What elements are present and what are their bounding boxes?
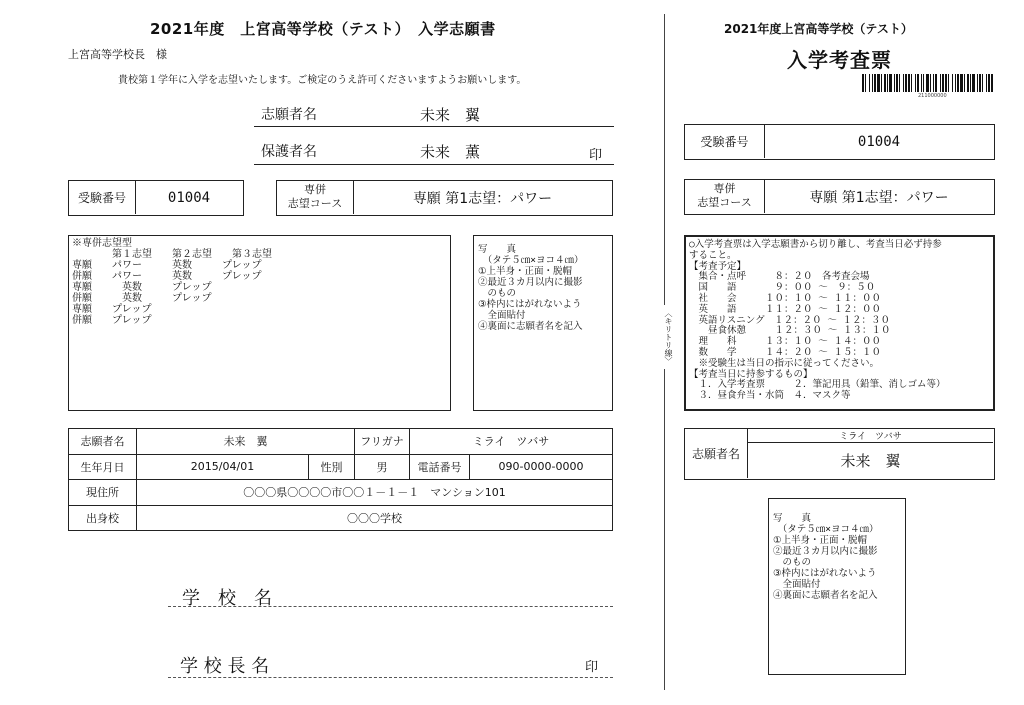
table-row xyxy=(69,454,613,480)
ticket-name-label: 志願者名 xyxy=(691,447,740,461)
guardian-name: 未来 薫 xyxy=(420,143,481,161)
sex-label: 性別 xyxy=(309,454,355,480)
course-choices-text: ※専併志望型 第１志望 第２志望 第３志望 専願 パワー 英数 プレップ 併願 パワー 英数 プレップ 専願 英数 プレップ 併願 英数 プレップ 専願 プレップ 併願 プレップ xyxy=(72,238,272,326)
photo-box xyxy=(473,235,613,411)
principal-seal: 印 xyxy=(585,660,599,675)
sex-value: 男 xyxy=(355,454,410,480)
principal-line xyxy=(168,677,613,678)
name-label: 志願者名 xyxy=(69,429,137,455)
ticket-course-box xyxy=(684,179,995,215)
principal-label: 学 校 長 名 xyxy=(180,656,270,677)
ticket-exam-number-box xyxy=(684,124,995,160)
exam-schedule-box xyxy=(684,235,995,411)
applicant-underline xyxy=(254,126,614,127)
table-row xyxy=(69,429,613,455)
cut-line-label: 〈キリトリ線〉 xyxy=(655,305,673,369)
table-row xyxy=(69,505,613,531)
dob-value: 2015/04/01 xyxy=(137,454,309,480)
address-value: 〇〇〇県〇〇〇〇市〇〇１－１－１ マンション101 xyxy=(137,480,613,506)
furigana-value: ミライ ツバサ xyxy=(410,429,613,455)
course-label: 専併 志望コース xyxy=(287,183,343,210)
furigana-label: フリガナ xyxy=(355,429,410,455)
guardian-label: 保護者名 xyxy=(261,144,317,160)
addressee: 上宮高等学校長 様 xyxy=(68,48,167,61)
ticket-subtitle: 2021年度上宮高等学校（テスト） xyxy=(724,22,913,36)
school-label: 出身校 xyxy=(69,505,137,531)
exam-schedule-text: ○入学考査票は入学志願書から切り離し、考査当日必ず持参 すること。 【考査予定】 集合・点呼 ８：２０ 各考査会場 国 語 ９：００ ～ ９：５０ 社 会 １０：１０ ～ １１：００ 英 語 １１：２０ ～ １２：００ 英語リスニング １２：２０ ～ １２：３０ 昼食休憩 １２：３０ ～ １３：１０ 理 科 １３：１０ ～ １４：００ 数 学 １４：２０ ～ １５：１０ ※受験生は当日の指示に従ってください。 【考査当日に持参するもの】 １．入学考査票 ２．筆記用具（鉛筆、消しゴム等） ３．昼食弁当・水筒 ４．マスク等 xyxy=(689,239,946,402)
barcode-number: 211000000 xyxy=(918,93,947,99)
name-value: 未来 翼 xyxy=(137,429,355,455)
ticket-photo-instructions: 写 真 （タテ５㎝×ヨコ４㎝） ①上半身・正面・脱帽 ②最近３カ月以内に撮影 のもの ③枠内にはがれないよう 全面貼付 ④裏面に志願者名を記入 xyxy=(773,513,879,601)
phone-label: 電話番号 xyxy=(410,454,470,480)
phone-value: 090-0000-0000 xyxy=(470,454,613,480)
course-value: 専願 第1志望：パワー xyxy=(412,190,553,207)
course-choices-box xyxy=(68,235,451,411)
guardian-seal: 印 xyxy=(589,148,603,163)
applicant-info-table xyxy=(68,428,613,531)
school-name-line xyxy=(168,606,613,607)
applicant-label: 志願者名 xyxy=(261,107,317,123)
school-value: 〇〇〇学校 xyxy=(137,505,613,531)
exam-number-box xyxy=(68,180,244,216)
ticket-title: 入学考査票 xyxy=(787,48,892,72)
ticket-course-label: 専併 志望コース xyxy=(697,182,752,209)
address-label: 現住所 xyxy=(69,480,137,506)
intro-text: 貴校第１学年に入学を志望いたします。ご検定のうえ許可くださいますようお願いします。 xyxy=(118,75,527,86)
ticket-furigana: ミライ ツバサ xyxy=(839,432,902,442)
barcode-icon xyxy=(862,74,994,94)
ticket-course-value: 専願 第1志望：パワー xyxy=(809,189,949,206)
dob-label: 生年月日 xyxy=(69,454,137,480)
ticket-name-box xyxy=(684,428,995,480)
course-box xyxy=(276,180,613,216)
school-name-label: 学 校 名 xyxy=(182,588,272,609)
form-title: 2021年度 上宮高等学校（テスト） 入学志願書 xyxy=(150,20,496,38)
exam-number-label: 受験番号 xyxy=(77,191,126,205)
ticket-name: 未来 翼 xyxy=(840,452,901,470)
ticket-exam-number-label: 受験番号 xyxy=(700,135,749,149)
ticket-photo-box xyxy=(768,498,906,675)
table-row xyxy=(69,480,613,506)
exam-number-value: 01004 xyxy=(167,189,211,206)
ticket-exam-number-value: 01004 xyxy=(857,133,901,150)
photo-instructions: 写 真 （タテ５㎝×ヨコ４㎝） ①上半身・正面・脱帽 ②最近３カ月以内に撮影 のもの ③枠内にはがれないよう 全面貼付 ④裏面に志願者名を記入 xyxy=(478,244,584,332)
guardian-underline xyxy=(254,164,614,165)
applicant-name: 未来 翼 xyxy=(420,106,481,124)
